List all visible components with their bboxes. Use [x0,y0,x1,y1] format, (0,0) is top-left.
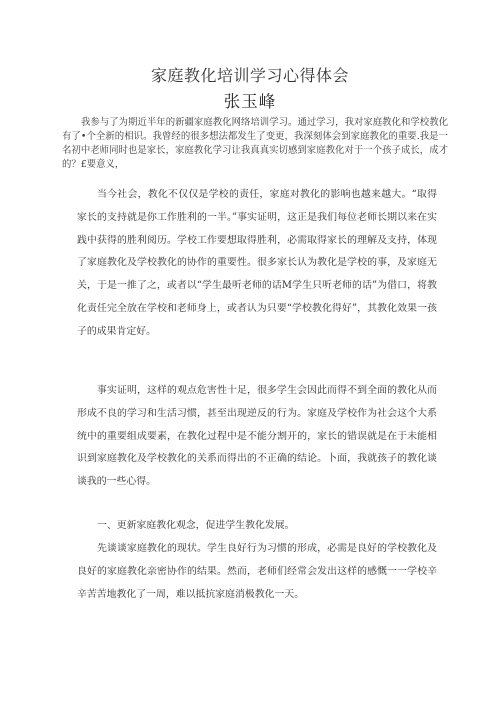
body-paragraph-1: 当今社会，教化不仅仅是学校的责任，家庭对教化的影响也越来越大。“取得家长的支持就是你工作胜利的一半。”事实证明，这正是我们每位老师长期以来在实践中获得的胜利阅历。学校工作要想取得胜利，必需取得家长的理解及支持，体现了家庭教化及学校教化的协作的重要性。很多家长认为教化是学校的事，及家庭无关，于是一推了之，或者以“学生最听老师的话M学生只听老师的话”为借口，将教化责任完全放在学校和老师身上，或者认为只要“学校教化得好”，其教化效果一孩子的成果肯定好。 [77,189,437,337]
intro-paragraph: 我参与了为期近半年的新疆家庭教化网络培训学习。通过学习，我对家庭教化和学校教化有了•个全新的相识。我曾经的很多想法都发生了变更，我深刻体会到家庭教化的重要.我是一名初中老师同时也是家长，家庭教化学习让我真真实切感到家庭教化对于一个孩子成长，成才的？£要意义， [62,117,448,170]
document-title: 家庭教化培训学习心得体会 [150,66,349,85]
author-name: 张玉峰 [223,92,277,111]
body-paragraph-2: 事实证明，这样的观点危害性十足，很多学生会因此而得不到全面的教化从而形成不良的学习和生活习惯，甚至出现逆反的行为。家庭及学校作为社会这个大系统中的重要组成要素，在教化过程中是不能分割开的，家长的错误就是在于未能相识到家庭教化及学校教化的关系而得出的不正确的结论。卜面，我就孩子的教化谈谈我的一些心得。 [77,385,437,488]
body-paragraph-3: 先谈谈家庭教化的现状。学生良好行为习惯的形成，必需是良好的学校教化及良好的家庭教化亲密协作的结果。然而，老师们经常会发出这样的感慨一一学校辛辛苦苦地教化了一周，难以抵抗家庭消极教化一天。 [77,543,437,600]
section-heading-1: 一、更新家庭教化观念，促进学生教化发展。 [97,520,295,531]
